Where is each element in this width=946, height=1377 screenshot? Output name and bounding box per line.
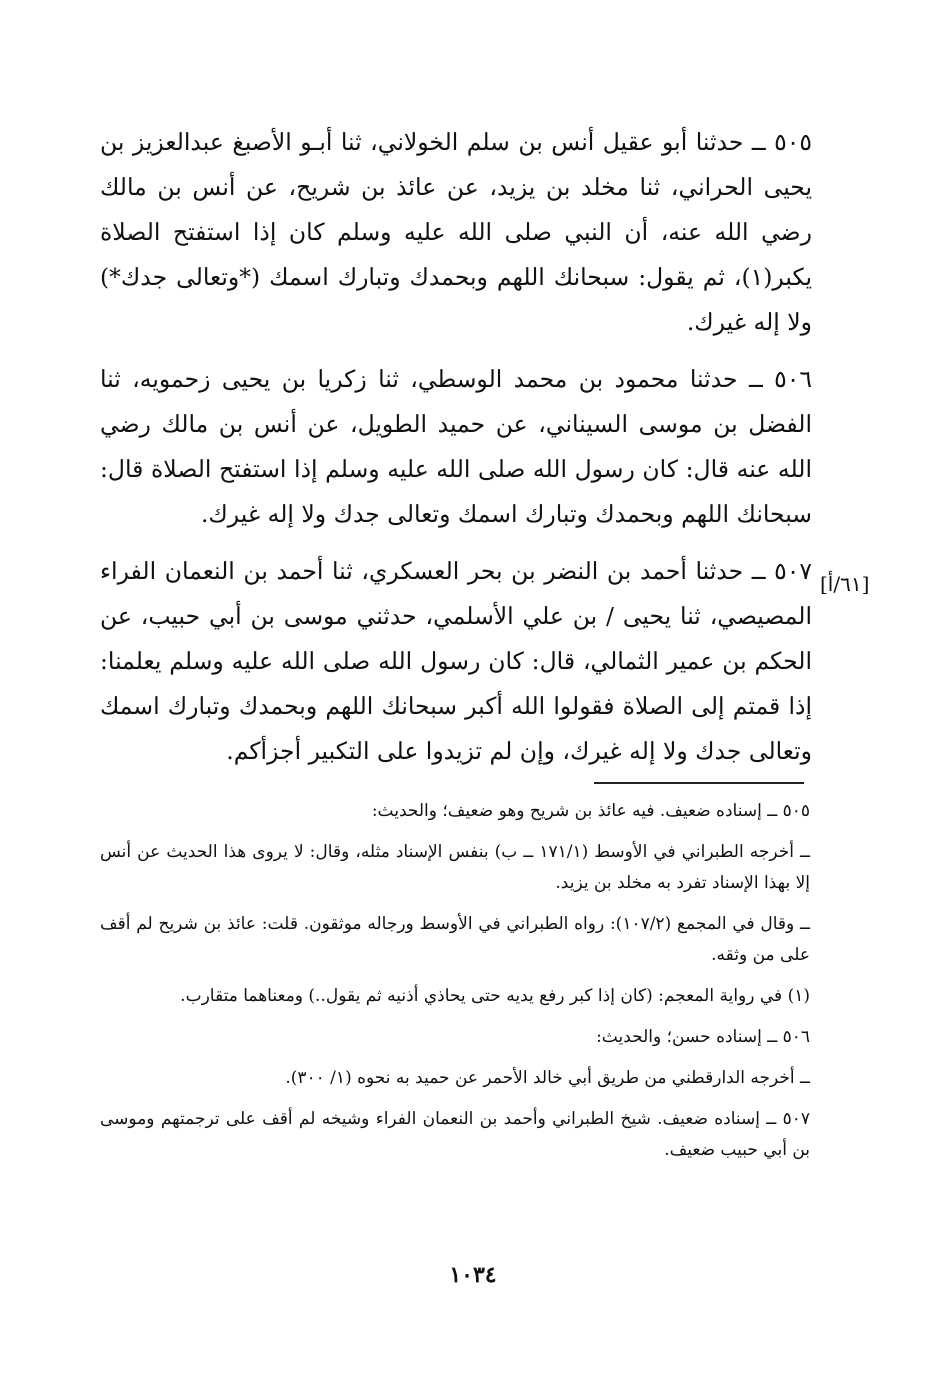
footnote-506-daraqutni: ــ أخرجه الدارقطني من طريق أبي خالد الأحمر عن حميد به نحوه (١/ ٣٠٠). xyxy=(285,1068,810,1088)
footnote-506: ٥٠٦ ــ إسناده حسن؛ والحديث: xyxy=(596,1027,810,1047)
footnotes xyxy=(100,796,810,1176)
footnote-505-majma: ــ وقال في المجمع (١٠٧/٢): رواه الطبراني في الأوسط ورجاله موثقون. قلت: عائذ بن شريح لم أقف على من وثقه. xyxy=(100,914,810,965)
footnote-505-tabarani: ــ أخرجه الطبراني في الأوسط (١٧١/١ ــ ب) بنفس الإسناد مثله، وقال: لا يروى هذا الحديث عن أنس إلا بهذا الإسناد تفرد به مخلد بن يزيد. xyxy=(100,842,810,893)
main-text xyxy=(100,120,812,786)
footnote-505: ٥٠٥ ــ إسناده ضعيف. فيه عائذ بن شريح وهو ضعيف؛ والحديث: xyxy=(371,801,810,821)
hadith-505: ٥٠٥ ــ حدثنا أبو عقيل أنس بن سلم الخولاني، ثنا أبـو الأصبغ عبدالعزيز بن يحيى الحراني، ثنا مخلد بن يزيد، عن عائذ بن شريح، عن أنس بن مالك رضي الله عنه، أن النبي صلى الله عليه وسلم كان إذا استفتح الصلاة يكبر(١)، ثم يقول: سبحانك اللهم وبحمدك وتبارك اسمك (*وتعالى جدك*) ولا إله غيرك. xyxy=(100,128,812,336)
footnote-1: (١) في رواية المعجم: (كان إذا كبر رفع يديه حتى يحاذي أذنيه ثم يقول..) ومعناهما متقارب. xyxy=(180,986,810,1006)
footnote-separator xyxy=(594,782,804,784)
hadith-507: ٥٠٧ ــ حدثنا أحمد بن النضر بن بحر العسكري، ثنا أحمد بن النعمان الفراء المصيصي، ثنا يحيى / بن علي الأسلمي، حدثني موسى بن أبي حبيب، عن الحكم بن عمير الثمالي، قال: كان رسول الله صلى الله عليه وسلم يعلمنا: إذا قمتم إلى الصلاة فقولوا الله أكبر سبحانك اللهم وبحمدك وتبارك اسمك وتعالى جدك ولا إله غيرك، وإن لم تزيدوا على التكبير أجزأكم. xyxy=(100,557,812,765)
page-number: ١٠٣٤ xyxy=(449,1262,497,1288)
hadith-506: ٥٠٦ ــ حدثنا محمود بن محمد الوسطي، ثنا زكريا بن يحيى زحمويه، ثنا الفضل بن موسى السيناني، عن حميد الطويل، عن أنس بن مالك رضي الله عنه قال: كان رسول الله صلى الله عليه وسلم إذا استفتح الصلاة قال: سبحانك اللهم وبحمدك وتبارك اسمك وتعالى جدك ولا إله غيرك. xyxy=(100,365,812,528)
manuscript-folio-marker: [٦١/أ] xyxy=(820,572,870,596)
footnote-507: ٥٠٧ ــ إسناده ضعيف. شيخ الطبراني وأحمد بن النعمان الفراء وشيخه لم أقف على ترجمتهم وموسى بن أبي حبيب ضعيف. xyxy=(100,1109,810,1160)
